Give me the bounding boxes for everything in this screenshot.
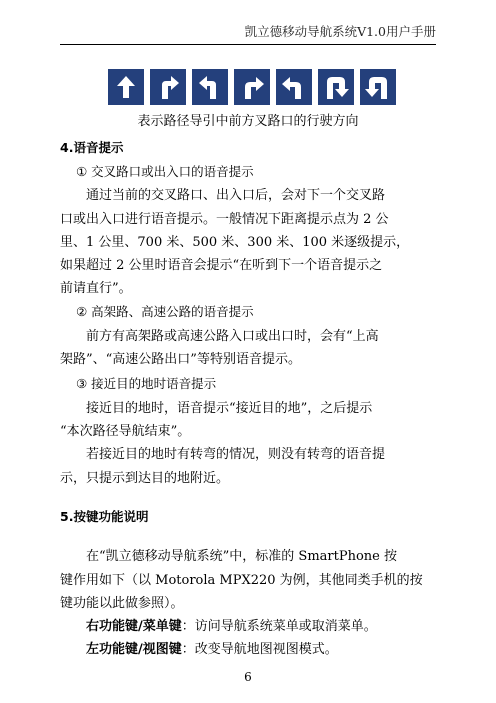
key-label: 右功能键/菜单键 — [86, 619, 182, 634]
page-header: 凯立德移动导航系统V1.0用户手册 — [244, 24, 436, 39]
paragraph-line: 在“凯立德移动导航系统”中，标准的 SmartPhone 按 — [86, 549, 397, 564]
section-heading-voice: 4.语音提示 — [60, 140, 124, 155]
paragraph-line: 架路”、“高速公路出口”等特别语音提示。 — [60, 352, 301, 367]
right-branch-arrow-icon — [234, 69, 270, 105]
paragraph-line: 通过当前的交叉路口、出入口后，会对下一个交叉路 — [86, 188, 386, 203]
subheading-highway: ② 高架路、高速公路的语音提示 — [76, 304, 254, 319]
paragraph-line: “本次路径导航结束”。 — [60, 424, 191, 439]
section-heading-keys: 5.按键功能说明 — [60, 509, 149, 524]
straight-arrow-icon — [108, 69, 144, 105]
paragraph-line: 键作用如下（以 Motorola MPX220 为例，其他同类手机的按 — [60, 573, 423, 588]
left-turn-arrow-icon — [192, 69, 228, 105]
key-description-right-softkey — [86, 615, 377, 634]
paragraph-line: 若接近目的地时有转弯的情况，则没有转弯的语音提 — [86, 447, 386, 462]
key-desc: ：改变导航地图视图模式。 — [181, 642, 338, 657]
paragraph-line: 如果超过 2 公里时语音会提示“在听到下一个语音提示之 — [60, 258, 383, 273]
paragraph-line: 前方有高架路或高速公路入口或出口时，会有“上高 — [86, 329, 379, 344]
header-rule — [60, 44, 436, 45]
key-label: 左功能键/视图键 — [86, 642, 182, 657]
paragraph-line: 前请直行”。 — [60, 281, 132, 296]
figure-caption: 表示路径导引中前方叉路口的行驶方向 — [137, 114, 359, 129]
left-branch-arrow-icon — [276, 69, 312, 105]
u-turn-right-arrow-icon — [318, 69, 354, 105]
subheading-destination: ③ 接近目的地时语音提示 — [76, 376, 217, 391]
paragraph-line: 示，只提示到达目的地附近。 — [60, 471, 230, 486]
paragraph-line: 键功能以此做参照）。 — [60, 596, 184, 611]
page-number: 6 — [244, 670, 252, 684]
paragraph-line: 口或出入口进行语音提示。一般情况下距离提示点为 2 公 — [60, 212, 389, 227]
key-description-left-softkey — [86, 638, 338, 657]
subheading-intersection: ① 交叉路口或出入口的语音提示 — [76, 164, 254, 179]
u-turn-left-arrow-icon — [360, 69, 396, 105]
paragraph-line: 里、1 公里、700 米、500 米、300 米、100 米逐级提示， — [60, 235, 410, 250]
key-desc: ：访问导航系统菜单或取消菜单。 — [181, 619, 377, 634]
paragraph-line: 接近目的地时，语音提示“接近目的地”，之后提示 — [86, 401, 373, 416]
direction-arrow-row — [108, 69, 408, 105]
right-turn-arrow-icon — [150, 69, 186, 105]
